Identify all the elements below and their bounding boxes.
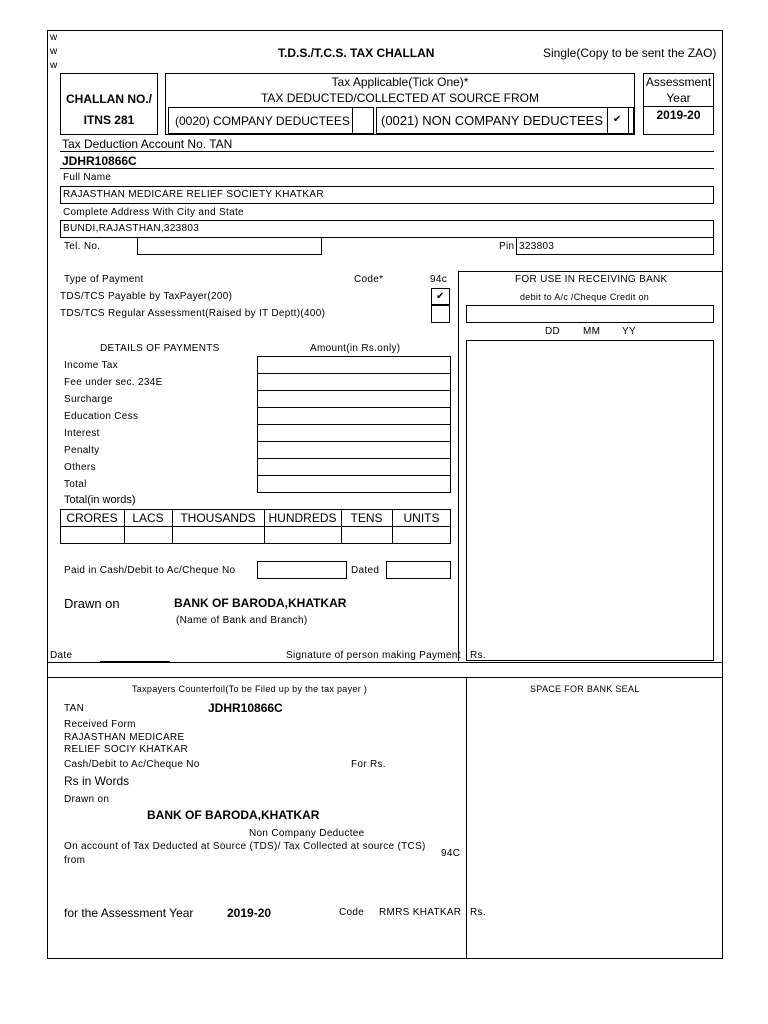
watermark-w1: w	[50, 32, 58, 43]
counterfoil-code-label: Code	[339, 907, 365, 918]
total-words-label: Total(in words)	[64, 494, 136, 506]
received-name-line2: RELIEF SOCIY KHATKAR	[64, 744, 188, 755]
counterfoil-bank-name: BANK OF BARODA,KHATKAR	[147, 808, 320, 822]
counterfoil-rs-label: Rs.	[470, 907, 486, 918]
received-from-label: Received Form	[64, 719, 136, 730]
amount-label: Amount(in Rs.only)	[310, 343, 401, 354]
counterfoil-title: Taxpayers Counterfoil(To be Filed up by the tax payer )	[132, 684, 368, 694]
tel-label: Tel. No.	[64, 241, 101, 252]
watermark-w3: w	[50, 60, 58, 71]
checkmark-icon: ✔	[613, 114, 622, 125]
deductee-type: Non Company Deductee	[249, 828, 365, 839]
assessment-year-label: for the Assessment Year	[64, 906, 194, 920]
detail-row-label: Penalty	[64, 445, 100, 456]
company-deductees-label: (0020) COMPANY DEDUCTEES	[175, 114, 350, 128]
detail-row-label: Fee under sec. 234E	[64, 377, 163, 388]
tax-applicable-title: Tax Applicable(Tick One)*	[331, 75, 469, 89]
for-rs-label: For Rs.	[351, 759, 386, 770]
amount-field-surcharge[interactable]	[257, 390, 451, 408]
assessment-label-line2: Year	[666, 91, 691, 105]
watermark-w2: w	[50, 46, 58, 57]
address-label: Complete Address With City and State	[63, 207, 244, 218]
signature-label: Signature of person making Payment	[286, 650, 461, 661]
received-name-line1: RAJASTHAN MEDICARE	[64, 732, 185, 743]
amount-field-others[interactable]	[257, 458, 451, 476]
bank-name-note: (Name of Bank and Branch)	[176, 615, 308, 626]
full-name-label: Full Name	[63, 172, 112, 183]
tel-field[interactable]	[137, 237, 322, 255]
assessment-label-line1: Assessment	[645, 75, 712, 89]
challan-title: T.D.S./T.C.S. TAX CHALLAN	[278, 46, 435, 60]
payment-type-label: Type of Payment	[64, 274, 144, 285]
detail-row-label: Others	[64, 462, 96, 473]
rmrs-khatkar: RMRS KHATKAR	[379, 907, 462, 918]
copy-note: Single(Copy to be sent the ZAO)	[543, 46, 717, 60]
account-line1: On account of Tax Deducted at Source (TDS)/ Tax Collected at source (TCS)	[64, 841, 426, 852]
paid-label: Paid in Cash/Debit to Ac/Cheque No	[64, 565, 236, 576]
code-value: 94c	[430, 274, 448, 285]
date-yy-label: YY	[622, 326, 636, 337]
code-label: Code*	[354, 274, 384, 285]
non-company-deductees-label: (0021) NON COMPANY DEDUCTEES	[381, 113, 604, 128]
date-dd-label: DD	[545, 326, 561, 337]
payment-option-200: TDS/TCS Payable by TaxPayer(200)	[60, 291, 233, 302]
tax-applicable-subtitle: TAX DEDUCTED/COLLECTED AT SOURCE FROM	[260, 91, 540, 105]
drawn-on-label: Drawn on	[64, 596, 120, 611]
tan-value: JDHR10866C	[62, 154, 137, 168]
checkmark-icon: ✔	[436, 291, 445, 302]
bank-use-title: FOR USE IN RECEIVING BANK	[515, 274, 668, 285]
detail-row-label: Total	[64, 479, 87, 490]
amount-field-education-cess[interactable]	[257, 407, 451, 425]
payment-400-checkbox[interactable]	[431, 305, 450, 323]
denomination-lacs: LACS	[132, 511, 164, 525]
challan-number-label: CHALLAN NO./	[66, 92, 152, 106]
pin-label: Pin	[499, 241, 515, 252]
amount-field-total[interactable]	[257, 475, 451, 493]
rs-in-words-label: Rs in Words	[64, 774, 130, 788]
payment-option-400: TDS/TCS Regular Assessment(Raised by IT Deptt)(400)	[60, 308, 326, 319]
amount-field-fee-234e[interactable]	[257, 373, 451, 391]
amount-field-income-tax[interactable]	[257, 356, 451, 374]
counterfoil-tan-value: JDHR10866C	[208, 701, 283, 715]
denomination-hundreds: HUNDREDS	[268, 511, 337, 525]
dated-field[interactable]	[386, 561, 451, 579]
bank-use-area	[466, 340, 714, 661]
tan-label: Tax Deduction Account No. TAN	[62, 137, 233, 151]
amount-field-penalty[interactable]	[257, 441, 451, 459]
counterfoil-tan-label: TAN	[64, 703, 85, 714]
address-value: BUNDI,RAJASTHAN,323803	[63, 223, 200, 234]
counterfoil-code-value: 94C	[441, 848, 461, 859]
company-deductees-checkbox[interactable]	[352, 107, 374, 134]
rs-label: Rs.	[470, 650, 486, 661]
detail-row-label: Interest	[64, 428, 100, 439]
denomination-tens: TENS	[350, 511, 383, 525]
bank-seal-label: SPACE FOR BANK SEAL	[530, 684, 640, 694]
drawn-bank-name: BANK OF BARODA,KHATKAR	[174, 596, 347, 610]
pin-value: 323803	[519, 241, 555, 252]
itns-number: ITNS 281	[83, 113, 135, 127]
denomination-units: UNITS	[403, 511, 440, 525]
cheque-number-field[interactable]	[257, 561, 347, 579]
denomination-thousands: THOUSANDS	[180, 511, 256, 525]
counterfoil-assessment-year: 2019-20	[227, 906, 272, 920]
counterfoil-cash-label: Cash/Debit to Ac/Cheque No	[64, 759, 200, 770]
detail-row-label: Surcharge	[64, 394, 113, 405]
amount-field-interest[interactable]	[257, 424, 451, 442]
date-label: Date	[50, 650, 73, 661]
detail-row-label: Education Cess	[64, 411, 139, 422]
bank-credit-field[interactable]	[466, 305, 714, 323]
date-mm-label: MM	[583, 326, 601, 337]
full-name-value: RAJASTHAN MEDICARE RELIEF SOCIETY KHATKAR	[63, 189, 324, 200]
account-line2: from	[64, 855, 86, 866]
details-title: DETAILS OF PAYMENTS	[100, 343, 220, 354]
detail-row-label: Income Tax	[64, 360, 118, 371]
bank-use-subtitle: debit to A/c /Cheque Credit on	[520, 292, 650, 302]
assessment-year-value: 2019-20	[656, 108, 701, 122]
dated-label: Dated	[351, 565, 380, 576]
denomination-crores: CRORES	[66, 511, 118, 525]
counterfoil-drawn-label: Drawn on	[64, 794, 110, 805]
